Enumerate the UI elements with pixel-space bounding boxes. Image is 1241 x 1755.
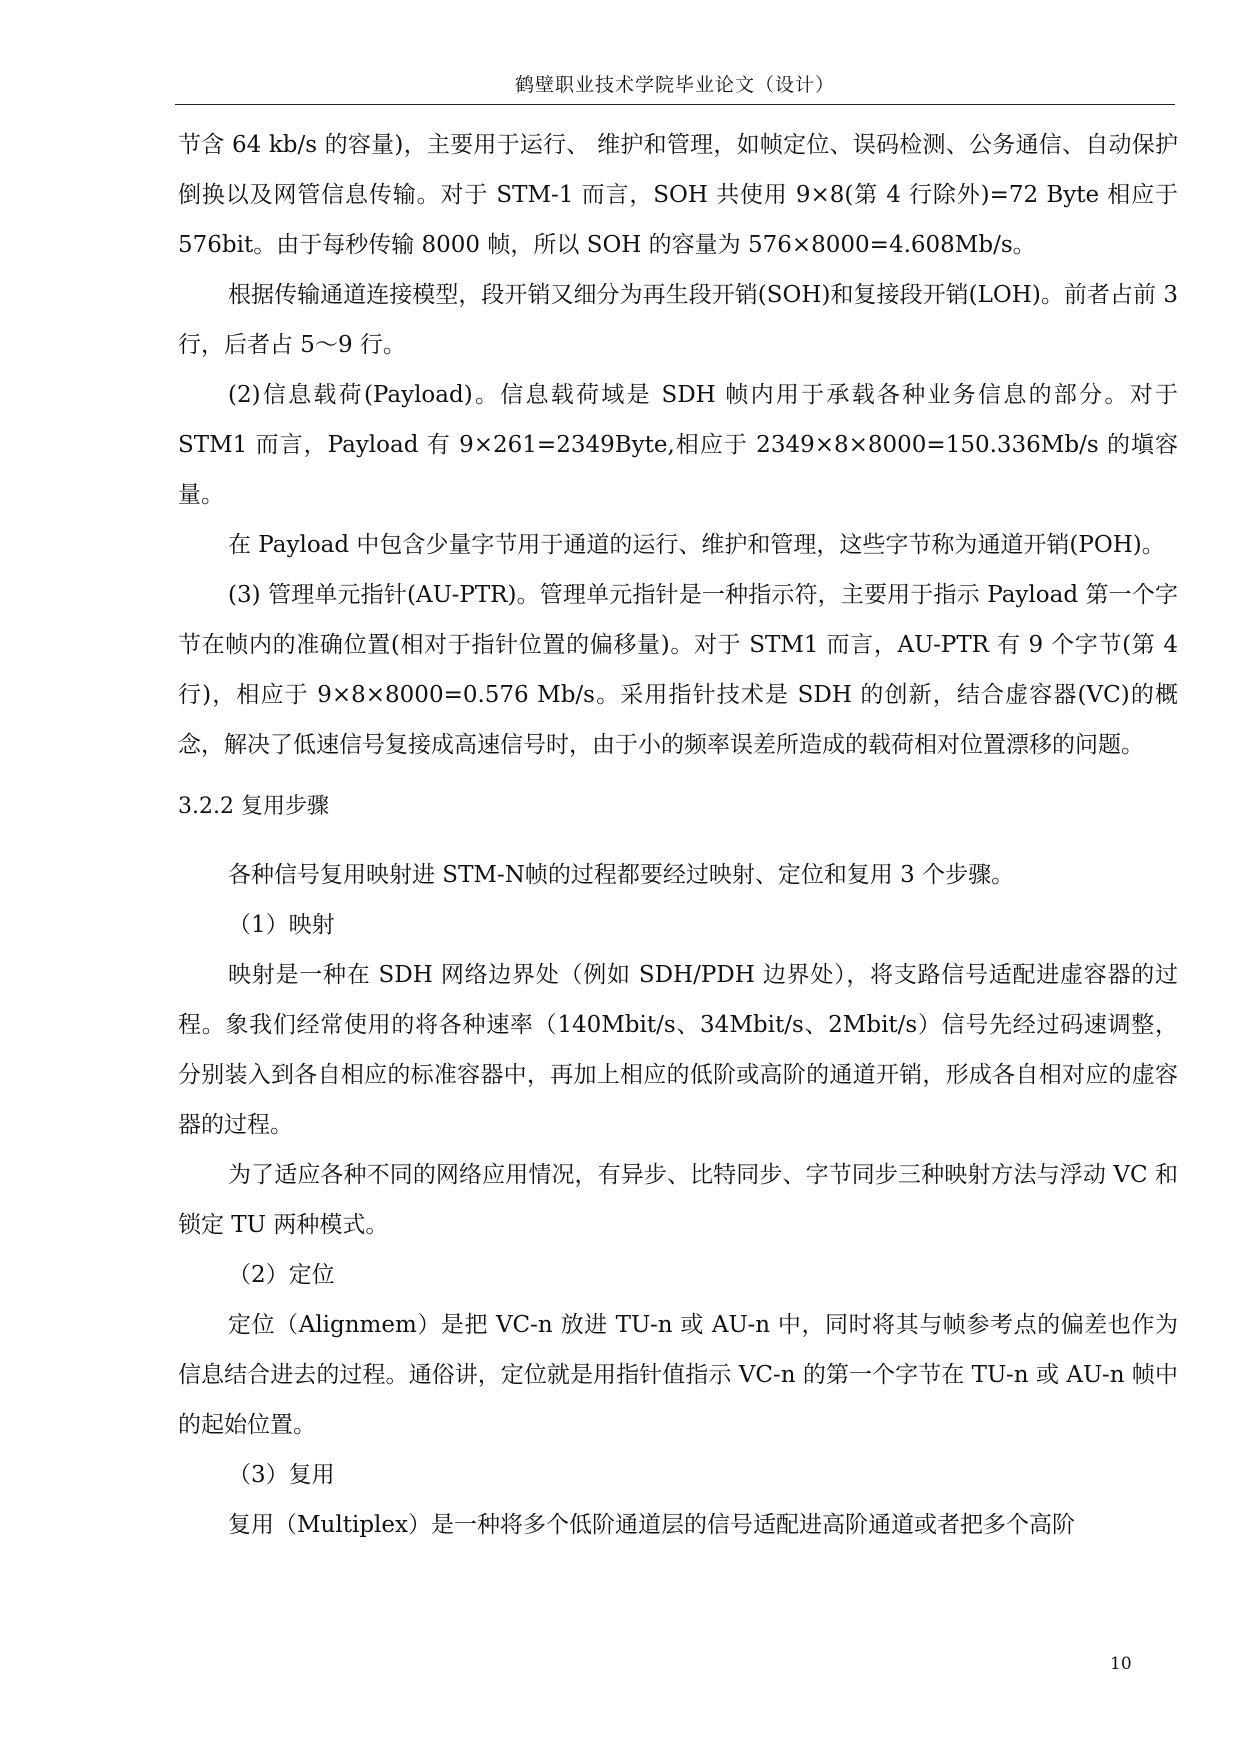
paragraph-overhead-split: 根据传输通道连接模型，段开销又细分为再生段开销(SOH)和复接段开销(LOH)。前者占前 3 行，后者占 5～9 行。 [178,282,1178,358]
paragraph-mapping-modes: 为了适应各种不同的网络应用情况，有异步、比特同步、字节同步三种映射方法与浮动 VC 和锁定 TU 两种模式。 [178,1162,1178,1238]
body-text [178,120,1178,1550]
paragraph-multiplex-steps: 各种信号复用映射进 STM-N帧的过程都要经过映射、定位和复用 3 个步骤。 [228,862,1015,888]
label-alignment: （2）定位 [228,1262,335,1288]
page-header: 鹤壁职业技术学院毕业论文（设计） [514,74,835,96]
label-mapping: （1）映射 [228,912,335,938]
label-multiplex: （3）复用 [228,1462,335,1488]
paragraph-soh-capacity: 节含 64 kb/s 的容量)，主要用于运行、 维护和管理，如帧定位、误码检测、公务通信、自动保护倒换以及网管信息传输。对于 STM-1 而言，SOH 共使用 9×8(第 4 行除外)=72 Byte 相应于 576bit。由于每秒传输 8000 帧，所以 SOH 的容量为 576×8000=4.608Mb/s。 [178,132,1178,258]
paragraph-multiplex: 复用（Multiplex）是一种将多个低阶通道层的信号适配进高阶通道或者把多个高阶 [228,1512,1075,1538]
paragraph-poh: 在 Payload 中包含少量字节用于通道的运行、维护和管理，这些字节称为通道开销(POH)。 [228,532,1165,558]
page-number: 10 [1110,1654,1132,1674]
paragraph-au-ptr: (3) 管理单元指针(AU-PTR)。管理单元指针是一种指示符，主要用于指示 Payload 第一个字节在帧内的准确位置(相对于指针位置的偏移量)。对于 STM1 而言，AU-PTR 有 9 个字节(第 4 行)，相应于 9×8×8000=0.576 Mb/s。采用指针技术是 SDH 的创新，结合虚容器(VC)的概念，解决了低速信号复接成高速信号时，由于小的频率误差所造成的载荷相对位置漂移的问题。 [178,582,1178,758]
paragraph-mapping: 映射是一种在 SDH 网络边界处（例如 SDH/PDH 边界处），将支路信号适配进虚容器的过程。象我们经常使用的将各种速率（140Mbit/s、34Mbit/s、2Mbit/s）信号先经过码速调整，分别装入到各自相应的标准容器中，再加上相应的低阶或高阶的通道开销，形成各自相对应的虚容器的过程。 [178,962,1178,1138]
paragraph-alignment: 定位（Alignmem）是把 VC-n 放进 TU-n 或 AU-n 中，同时将其与帧参考点的偏差也作为信息结合进去的过程。通俗讲，定位就是用指针值指示 VC-n 的第一个字节在 TU-n 或 AU-n 帧中的起始位置。 [178,1312,1178,1438]
section-heading: 3.2.2 复用步骤 [178,794,329,819]
header-rule [175,104,1175,105]
paragraph-payload: (2)信息载荷(Payload)。信息载荷域是 SDH 帧内用于承载各种业务信息的部分。对于 STM1 而言，Payload 有 9×261=2349Byte,相应于 2349×8×8000=150.336Mb/s 的塡容量。 [178,382,1178,508]
